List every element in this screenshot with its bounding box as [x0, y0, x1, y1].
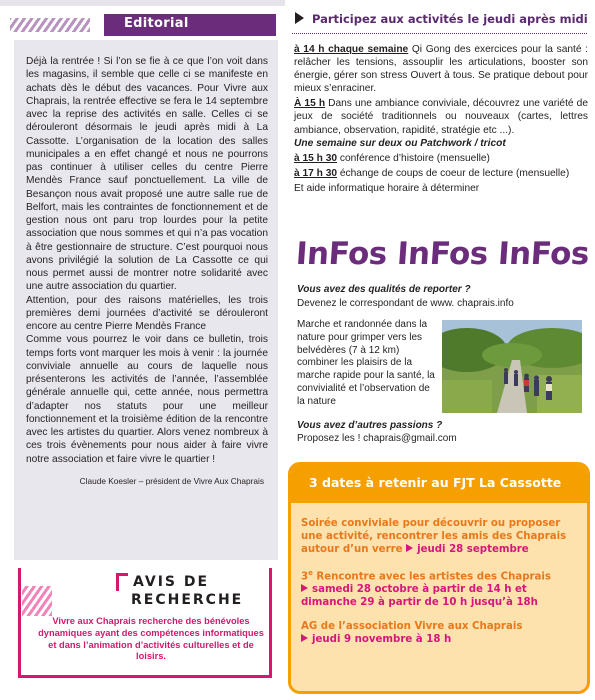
activity-footer: Et aide informatique horaire à déterminer	[294, 182, 480, 194]
infos-banner: InFos InFos InFos	[294, 236, 591, 272]
editorial-paragraph: Comme vous pourrez le voir dans ce bulletin, trois temps forts vont marquer les mois à venir : la journée conviviale annuelle au cours de laquelle nous présenterons les activités de l’année, l’assemblée générale annuelle qui, cette année, nous permettra d’adapter nos statuts pour une meilleur fonctionnement et la troisième édition de la rencontre avec les artistes du quartier. Alors venez nombreux à ces trois évènements pour nous aider à faire vivre notre association et faire vivre le quartier !	[26, 334, 268, 465]
activity-text: Qi Gong des exercices pour la santé : relâcher les tensions, assouplir les articulations, booster son énergie, gérer son stress Ouvert à tous. Se pratique debout pour mieux s’enraciner.	[294, 44, 589, 95]
date-item: 3e Rencontre avec les artistes des Chaprais samedi 28 octobre à partir de 14 h et dimanche 29 à partir de 10 h jusqu’à 18h	[301, 568, 551, 609]
activity-item	[294, 167, 588, 180]
arrow-right-icon	[301, 634, 308, 642]
avis-text: Vivre aux Chaprais recherche des bénévoles dynamiques ayant des compétences informatiques et dans l’animation d’activités culturelles et de loisirs.	[38, 616, 264, 662]
activity-item	[294, 152, 588, 165]
hatch-decoration	[22, 586, 52, 616]
randonnee-text: Marche et randonnée dans la nature pour grimper vers les belvédères (7 à 12 km) combiner les plaisirs de la marche rapide pour la santé, la convivialité et l’observation de la nature	[297, 319, 435, 407]
infos-answer: Devenez le correspondant de www. chaprais.info	[297, 298, 514, 309]
editorial-text	[26, 55, 268, 466]
activity-note: Une semaine sur deux ou Patchwork / tricot	[294, 137, 506, 149]
date-value: jeudi 9 novembre à 18 h	[312, 633, 452, 645]
editorial-paragraph: Attention, pour des raisons matérielles, les trois premières demi journées d’activité se dérouleront encore au centre Pierre Mendès France	[26, 294, 268, 332]
dates-body	[301, 517, 583, 656]
date-item: Soirée conviviale pour découvrir ou proposer une activité, rencontrer les amis des Chaprais autour d’un verre jeudi 28 septembre	[301, 518, 567, 556]
activity-text: Dans une ambiance conviviale, découvrez une variété de jeux de société traditionnels ou nouveaux (cartes, lettres ambiance, observation, rapidité, stratégie etc ...).	[294, 98, 588, 136]
activity-item	[294, 43, 588, 95]
dates-box	[288, 462, 590, 694]
activity-text: échange de coups de coeur de lecture (mensuelle)	[337, 167, 570, 179]
hatch-decoration	[10, 18, 90, 32]
activities-title: Participez aux activités le jeudi après midi	[295, 12, 595, 26]
editorial-title: Editorial	[124, 16, 189, 31]
arrow-right-icon	[406, 544, 413, 552]
hikers-photo	[442, 320, 582, 413]
infos-question: Vous avez des qualités de reporter ?	[297, 284, 471, 295]
hikers-photo-image	[442, 320, 582, 413]
infos-question: Vous avez d’autres passions ?	[297, 420, 443, 431]
avis-title-line2: RECHERCHE	[131, 592, 244, 608]
divider	[292, 33, 587, 34]
activities-list	[294, 43, 588, 197]
dates-title: 3 dates à retenir au FJT La Cassotte	[309, 475, 562, 490]
date-value: jeudi 28 septembre	[417, 544, 529, 556]
activity-time: à 17 h 30	[294, 167, 338, 179]
editorial-paragraph: Déjà la rentrée ! Si l’on se fie à ce que l’on voit dans les magasins, il semble que celle ci se manifeste en achats dès le début des vacances. Pour Vivre aux Chaprais, la rentrée effective se fera le 14 septembre avec la reprise des activités en salle. Celles ci se dérouleront désormais le jeudi après midi à La Cassotte. L’organisation de la location des salles municipales a en effet changé et nous ne pourrons pas continuer à utiliser celles du centre Pierre Mendès France sauf ponctuellement. La ville de Besançon nous avait proposé une autre salle rue de Belfort, mais les contraintes de fonctionnement et de gestion nous ont paru trop lourdes pour la petite association que nous sommes et qui n’a pas vocation à être gestionnaire de structure. C’est pourquoi nous avons privilégié la solution de La Cassotte ce qui nous permet aussi de montrer notre solidarité avec une autre association du quartier.	[26, 56, 268, 293]
editorial-signature: Claude Koesler – président de Vivre Aux Chaprais	[79, 475, 264, 486]
date-value: samedi 28 octobre à partir de 14 h et dimanche 29 à partir de 10 h jusqu’à 18h	[301, 584, 538, 609]
activity-time: à 15 h 30	[294, 152, 338, 164]
activity-time: à 14 h chaque semaine	[294, 44, 409, 55]
top-strip	[0, 0, 595, 10]
date-item: AG de l’association Vivre aux Chaprais jeudi 9 novembre à 18 h	[301, 620, 523, 645]
activity-time: À 15 h	[294, 98, 326, 110]
arrow-right-icon	[295, 12, 304, 24]
infos-answer: Proposez les ! chaprais@gmail.com	[297, 433, 457, 444]
avis-de-recherche	[18, 568, 272, 678]
editorial-header	[6, 12, 276, 38]
activity-item	[294, 97, 588, 149]
avis-title-line1: AVIS DE	[133, 574, 210, 590]
editorial-box	[14, 40, 278, 560]
corner-bracket-icon	[116, 573, 128, 591]
arrow-right-icon	[301, 584, 308, 592]
activity-text: conférence d’histoire (mensuelle)	[337, 152, 490, 164]
